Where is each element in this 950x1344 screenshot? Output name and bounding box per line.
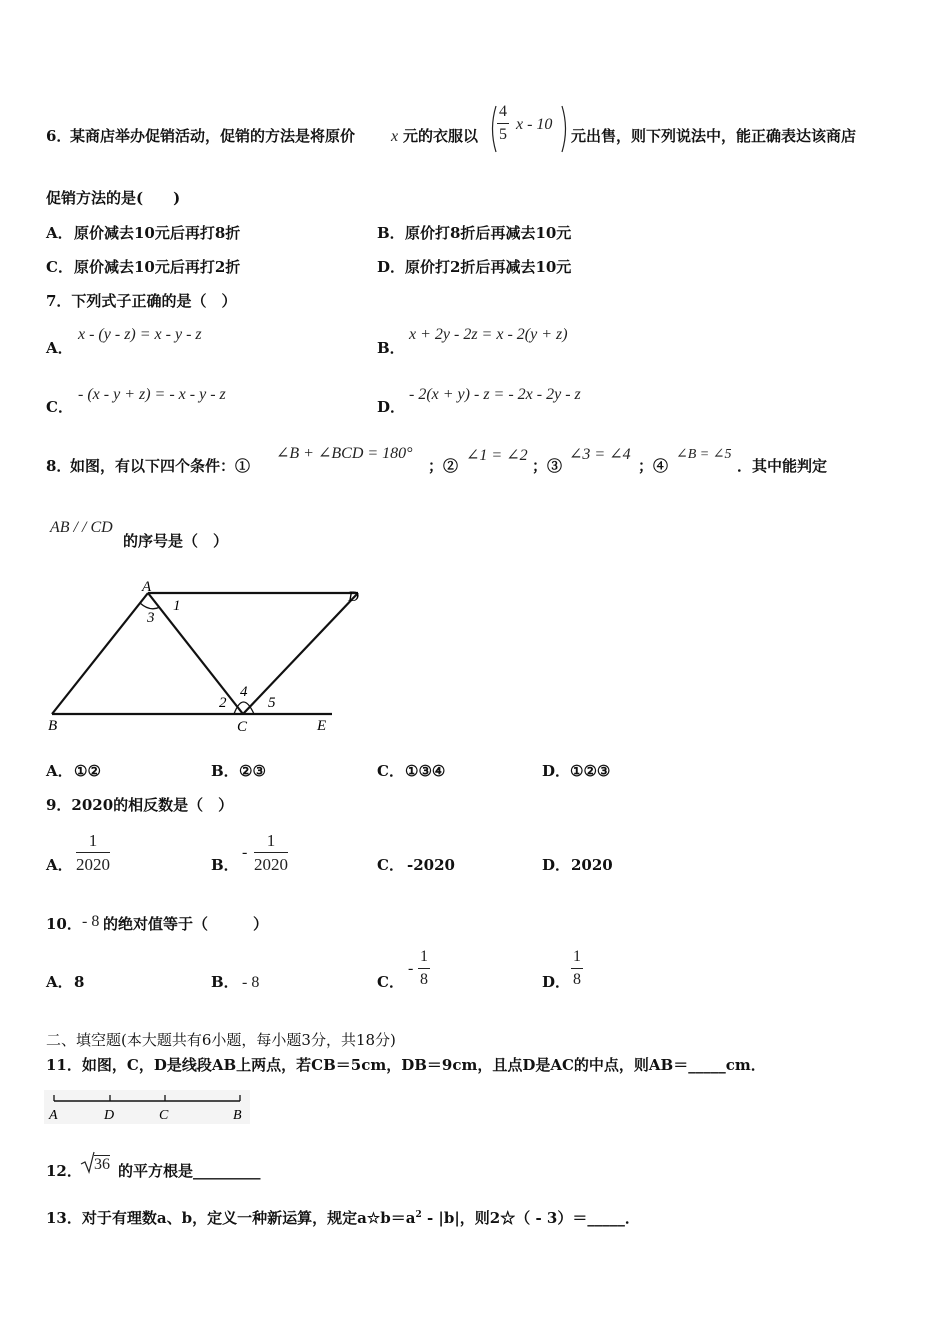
q10-option-d-label: D． (542, 973, 571, 991)
q6-text-after: 元出售，则下列说法中，能正确表达该商店 (571, 127, 857, 145)
q8-number: 8． (46, 457, 72, 475)
q9-option-a-denominator: 2020 (76, 855, 110, 874)
q10-text: 的绝对值等于（ ） (103, 915, 269, 933)
q9-stem: 9．2020的相反数是（ ） (46, 796, 234, 814)
q10-option-c-numerator: 1 (418, 949, 430, 969)
q12-text: 的平方根是_________ (118, 1162, 261, 1180)
q8-option-d-text: ①②③ (570, 762, 611, 780)
q8-option-b-label: B． (211, 762, 239, 780)
q6-fraction-denominator: 5 (499, 126, 507, 143)
q7-option-d-label: D． (377, 398, 406, 416)
q9-option-b-denominator: 2020 (254, 855, 288, 874)
q8-parallel-expr: AB / / CD (50, 519, 113, 536)
q8-separator-4: ；④ (638, 457, 669, 475)
q9-option-b-numerator: 1 (254, 832, 288, 853)
q9-option-d-label: D． (542, 856, 571, 874)
q7-option-c-expr: - (x - y + z) = - x - y - z (78, 386, 226, 403)
q8-intro: 如图，有以下四个条件：① (70, 457, 251, 475)
q6-variable: x (391, 128, 399, 145)
q8-condition-2: ∠1 = ∠2 (466, 447, 528, 464)
q9-option-a-numerator: 1 (76, 832, 110, 853)
q7-option-a-expr: x - (y - z) = x - y - z (78, 326, 202, 343)
angle-label-3: 3 (147, 610, 155, 626)
segment-ab (52, 593, 148, 714)
q7-option-b-label: B． (377, 339, 405, 357)
q10-option-d-numerator: 1 (571, 949, 583, 969)
q10-option-b-label: B． (211, 973, 239, 991)
q6-text-mid: 元的衣服以 (403, 127, 479, 145)
q7-option-a-label: A． (46, 339, 73, 357)
point-label-e: E (317, 718, 327, 734)
q10-option-c-fraction (418, 949, 430, 988)
segment-ac (148, 593, 243, 714)
q6-option-d-text: 原价打2折后再减去10元 (405, 258, 572, 276)
q10-number: 10． (46, 915, 82, 933)
q7-option-c-label: C． (46, 398, 73, 416)
point-label-c: C (237, 719, 248, 735)
q6-right-paren (560, 104, 570, 154)
q9-option-b-fraction (254, 832, 288, 873)
q6-option-a-label: A． (46, 224, 73, 242)
q10-option-c-sign: - (408, 960, 414, 977)
q13-text-b: - |b|，则2☆（ - 3）＝_____． (421, 1209, 640, 1227)
q8-separator-3: ；③ (532, 457, 563, 475)
q12-number: 12． (46, 1162, 82, 1180)
q6-text-line2: 促销方法的是( ) (46, 189, 181, 207)
angle-label-5: 5 (268, 695, 276, 711)
q8-option-d-label: D． (542, 762, 571, 780)
q12-radicand: 36 (94, 1156, 110, 1173)
section2-title: 二、填空题(本大题共有6小题，每小题3分，共18分) (46, 1031, 396, 1049)
q10-expression: - 8 (82, 913, 100, 930)
q10-option-d-denominator: 8 (573, 971, 581, 988)
q6-option-c-label: C． (46, 258, 73, 276)
q6-expression-fraction (497, 104, 509, 143)
q6-number: 6． (46, 127, 72, 145)
q8-option-c-text: ①③④ (405, 762, 446, 780)
q11-figure (44, 1090, 250, 1124)
q8-separator-2: ；② (428, 457, 459, 475)
segment-cd (243, 593, 358, 714)
q11-label-c: C (159, 1108, 169, 1123)
q6-text-before: 某商店举办促销活动，促销的方法是将原价 (70, 127, 356, 145)
q8-line2-text: 的序号是（ ） (123, 532, 229, 550)
q8-condition-4: ∠B = ∠5 (676, 447, 732, 462)
q9-option-c-label: C． (377, 856, 404, 874)
q6-expression-rest: x - 10 (516, 116, 553, 133)
q11-text: 11．如图，C，D是线段AB上两点，若CB＝5cm，DB＝9cm，且点D是AC的中点，则AB＝_____cm． (46, 1056, 766, 1074)
angle-label-2: 2 (219, 695, 227, 711)
q9-option-a-fraction (76, 832, 110, 873)
q13-text-a: 13．对于有理数a、b，定义一种新运算，规定a☆b＝a (46, 1209, 416, 1227)
q10-option-a-text: 8 (74, 973, 85, 991)
q8-condition-1: ∠B + ∠BCD = 180° (276, 445, 413, 462)
q7-option-d-expr: - 2(x + y) - z = - 2x - 2y - z (409, 386, 581, 403)
q9-option-d-text: 2020 (571, 856, 613, 874)
q7-stem: 7．下列式子正确的是（ ） (46, 292, 237, 310)
q13-exponent: 2 (415, 1210, 422, 1220)
q8-tail: ．其中能判定 (737, 457, 828, 475)
point-label-b: B (48, 718, 58, 734)
q10-option-d-fraction (571, 949, 583, 988)
q10-option-a-label: A． (46, 973, 73, 991)
q6-option-d-label: D． (377, 258, 406, 276)
q11-label-b: B (233, 1108, 242, 1123)
q6-fraction-numerator: 4 (497, 104, 509, 124)
q11-label-d: D (104, 1108, 115, 1123)
q10-option-b-expr: - 8 (242, 974, 260, 991)
q11-label-a: A (49, 1108, 58, 1123)
q10-option-c-denominator: 8 (420, 971, 428, 988)
angle-label-4: 4 (240, 684, 248, 700)
q8-option-c-label: C． (377, 762, 404, 780)
q10-option-c-label: C． (377, 973, 404, 991)
q9-option-b-sign: - (242, 844, 248, 861)
q9-option-c-text: -2020 (407, 856, 455, 874)
q8-option-b-text: ②③ (239, 762, 266, 780)
q13-text (46, 1211, 640, 1226)
q9-option-a-label: A． (46, 856, 73, 874)
point-label-a: A (142, 579, 152, 595)
q8-figure (40, 574, 370, 739)
q7-option-b-expr: x + 2y - 2z = x - 2(y + z) (409, 326, 568, 343)
q6-option-b-text: 原价打8折后再减去10元 (405, 224, 572, 242)
q8-condition-3: ∠3 = ∠4 (569, 446, 631, 463)
q6-option-c-text: 原价减去10元后再打2折 (74, 258, 241, 276)
q9-option-b-label: B． (211, 856, 239, 874)
q8-option-a-text: ①② (74, 762, 101, 780)
q6-option-a-text: 原价减去10元后再打8折 (74, 224, 241, 242)
point-label-d: D (348, 589, 359, 605)
q8-option-a-label: A． (46, 762, 73, 780)
q6-option-b-label: B． (377, 224, 405, 242)
angle-label-1: 1 (173, 598, 181, 614)
